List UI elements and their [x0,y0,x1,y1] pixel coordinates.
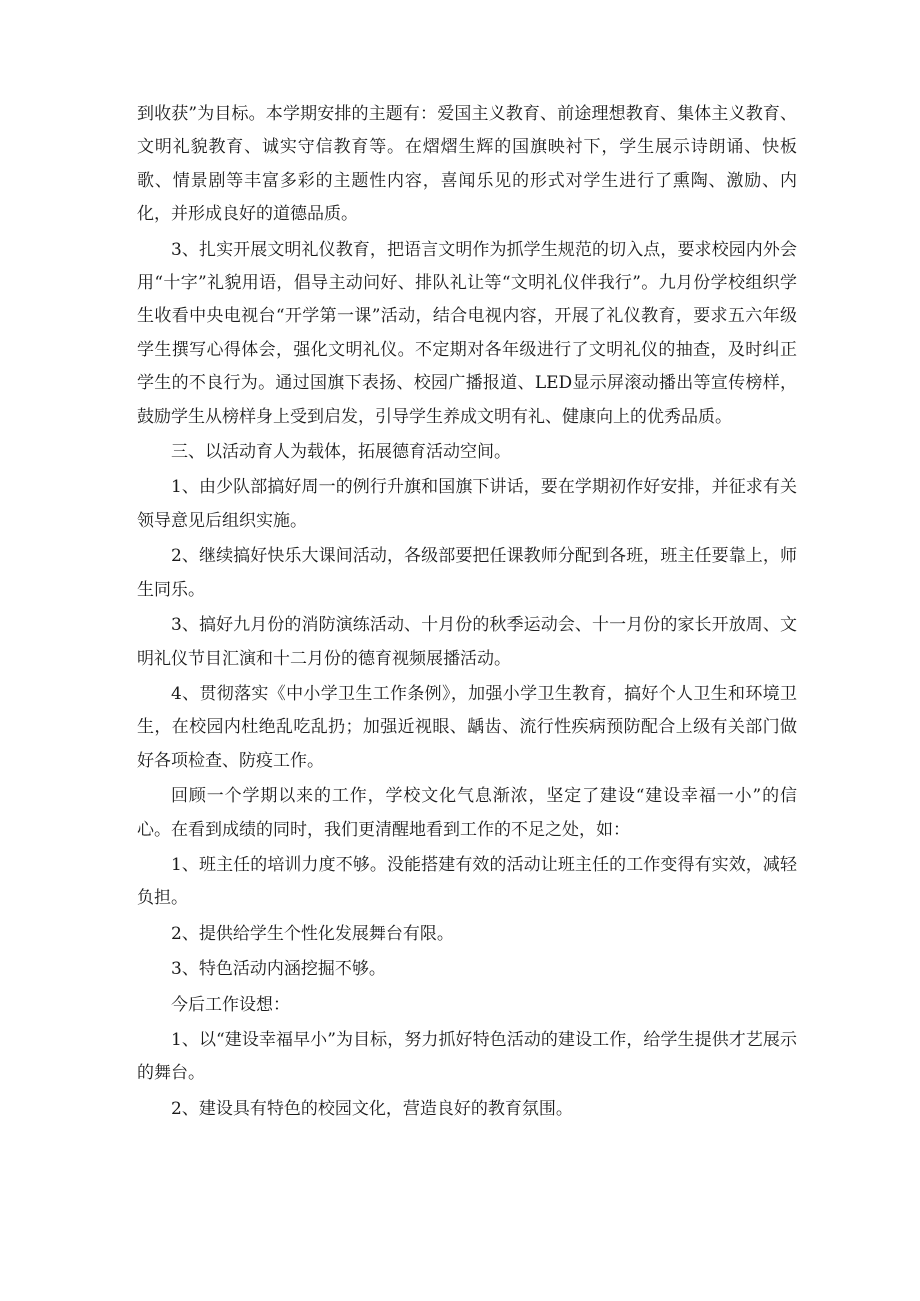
paragraph-4: 1、由少队部搞好周一的例行升旗和国旗下讲话，要在学期初作好安排，并征求有关领导意见后组织实施。 [137,477,797,531]
paragraph-1: 到收获”为目标。本学期安排的主题有：爱国主义教育、前途理想教育、集体主义教育、文明礼貌教育、诚实守信教育等。在熠熠生辉的国旗映衬下，学生展示诗朗诵、快板歌、情景剧等丰富多彩的主题性内容，喜闻乐见的形式对学生进行了熏陶、激励、内化，并形成良好的道德品质。 [137,104,797,225]
paragraph-9: 1、班主任的培训力度不够。没能搭建有效的活动让班主任的工作变得有实效，减轻负担。 [137,854,797,909]
paragraph-13: 1、以“建设幸福早小”为目标，努力抓好特色活动的建设工作，给学生提供才艺展示的舞台。 [137,1029,797,1084]
paragraph-12: 今后工作设想： [171,994,290,1015]
paragraph-14: 2、建设具有特色的校园文化，营造良好的教育氛围。 [171,1098,573,1119]
section-heading-3: 三、以活动育人为载体，拓展德育活动空间。 [171,442,511,463]
paragraph-10: 2、提供给学生个性化发展舞台有限。 [171,923,454,944]
document-body [137,98,797,1128]
paragraph-6: 3、搞好九月份的消防演练活动、十月份的秋季运动会、十一月份的家长开放周、文明礼仪节目汇演和十二月份的德育视频展播活动。 [137,615,797,669]
paragraph-11: 3、特色活动内涵挖掘不够。 [171,959,386,980]
paragraph-5: 2、继续搞好快乐大课间活动，各级部要把任课教师分配到各班，班主任要靠上，师生同乐。 [137,546,797,600]
paragraph-7: 4、贯彻落实《中小学卫生工作条例》，加强小学卫生教育，搞好个人卫生和环境卫生，在校园内杜绝乱吃乱扔；加强近视眼、龋齿、流行性疾病预防配合上级有关部门做好各项检查、防疫工作。 [137,683,797,771]
paragraph-2: 3、扎实开展文明礼仪教育，把语言文明作为抓学生规范的切入点，要求校园内外会用“十字”礼貌用语，倡导主动问好、排队礼让等“文明礼仪伴我行”。九月份学校组织学生收看中央电视台“开学第一课”活动，结合电视内容，开展了礼仪教育，要求五六年级学生撰写心得体会，强化文明礼仪。不定期对各年级进行了文明礼仪的抽查，及时纠正学生的不良行为。通过国旗下表扬、校园广播报道、LED显示屏滚动播出等宣传榜样，鼓励学生从榜样身上受到启发，引导学生养成文明有礼、健康向上的优秀品质。 [137,239,797,427]
paragraph-8: 回顾一个学期以来的工作，学校文化气息渐浓，坚定了建设“建设幸福一小”的信心。在看到成绩的同时，我们更清醒地看到工作的不足之处，如： [137,786,797,840]
